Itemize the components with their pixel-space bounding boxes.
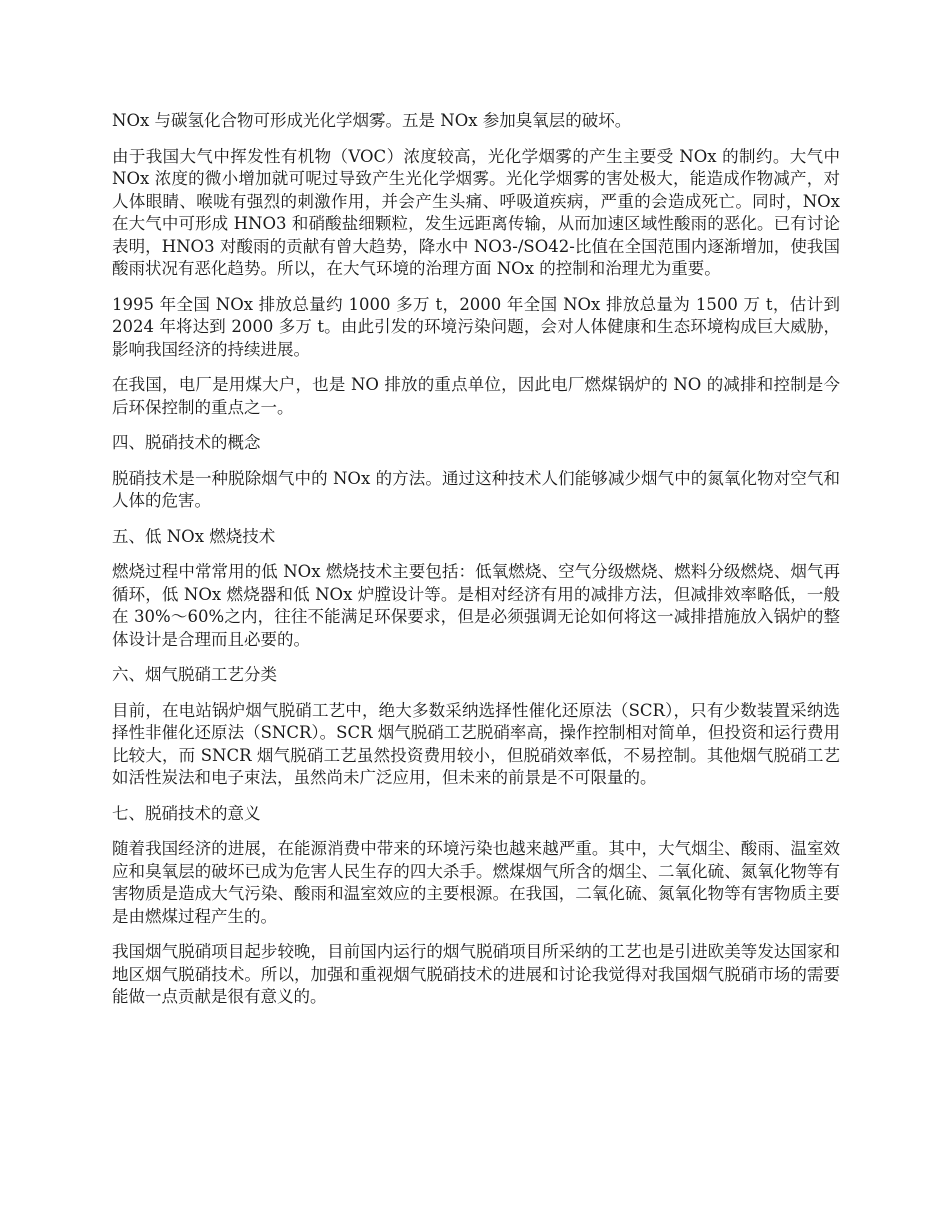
paragraph-emission-statistics: 1995 年全国 NOx 排放总量约 1000 多万 t，2000 年全国 NOx 排放总量为 1500 万 t，估计到 2024 年将达到 2000 多万 t。由此引发的环境污染问题，会对人体健康和生态环境构成巨大威胁，影响我国经济的持续进展。 [112, 294, 840, 359]
section-heading-5: 五、低 NOx 燃烧技术 [112, 526, 276, 546]
section-heading-7: 七、脱硝技术的意义 [112, 803, 261, 823]
paragraph-pollution-killers: 随着我国经济的进展，在能源消费中带来的环境污染也越来越严重。其中，大气烟尘、酸雨、温室效应和臭氧层的破坏已成为危害人民生存的四大杀手。燃煤烟气所含的烟尘、二氧化硫、氮氧化物等有害物质是造成大气污染、酸雨和温室效应的主要根源。在我国，二氧化硫、氮氧化物等有害物质主要是由燃煤过程产生的。 [112, 839, 840, 926]
section-heading-4: 四、脱硝技术的概念 [112, 433, 261, 452]
document-page [112, 110, 840, 1022]
paragraph-nox-smog-ozone: NOx 与碳氢化合物可形成光化学烟雾。五是 NOx 参加臭氧层的破坏。 [112, 111, 632, 130]
paragraph-denitration-market: 我国烟气脱硝项目起步较晚，目前国内运行的烟气脱硝项目所采纳的工艺也是引进欧美等发达国家和地区烟气脱硝技术。所以，加强和重视烟气脱硝技术的进展和讨论我觉得对我国烟气脱硝市场的需要能做一点贡献是很有意义的。 [112, 942, 840, 1006]
paragraph-low-nox-combustion: 燃烧过程中常常用的低 NOx 燃烧技术主要包括：低氧燃烧、空气分级燃烧、燃料分级燃烧、烟气再循环，低 NOx 燃烧器和低 NOx 炉膛设计等。是相对经济有用的减排方法，但减排效率略低，一般在 30%～60%之内，往往不能满足环保要求，但是必须强调无论如何将这一减排措施放入锅炉的整体设计是合理而且必要的。 [112, 562, 840, 649]
section-heading-6: 六、烟气脱硝工艺分类 [112, 665, 277, 684]
paragraph-power-plants: 在我国，电厂是用煤大户，也是 NO 排放的重点单位，因此电厂燃煤锅炉的 NO 的减排和控制是今后环保控制的重点之一。 [112, 375, 840, 417]
paragraph-voc-acid-rain: 由于我国大气中挥发性有机物（VOC）浓度较高，光化学烟雾的产生主要受 NOx 的制约。大气中 NOx 浓度的微小增加就可呢过导致产生光化学烟雾。光化学烟雾的害处极大，能造成作物减产，对人体眼睛、喉咙有强烈的刺激作用，并会产生头痛、呼吸道疾病，严重的会造成死亡。同时，NOx 在大气中可形成 HNO3 和硝酸盐细颗粒，发生远距离传输，从而加速区域性酸雨的恶化。已有讨论表明，HNO3 对酸雨的贡献有曾大趋势，降水中 NO3-/SO42-比值在全国范围内逐渐增加，使我国酸雨状况有恶化趋势。所以，在大气环境的治理方面 NOx 的控制和治理尤为重要。 [112, 146, 840, 278]
paragraph-denitration-concept: 脱硝技术是一种脱除烟气中的 NOx 的方法。通过这种技术人们能够减少烟气中的氮氧化物对空气和人体的危害。 [112, 468, 840, 510]
paragraph-scr-sncr: 目前，在电站锅炉烟气脱硝工艺中，绝大多数采纳选择性催化还原法（SCR），只有少数装置采纳选择性非催化还原法（SNCR）。SCR 烟气脱硝工艺脱硝率高，操作控制相对简单，但投资和运行费用比较大，而 SNCR 烟气脱硝工艺虽然投资费用较小，但脱硝效率低，不易控制。其他烟气脱硝工艺如活性炭法和电子束法，虽然尚未广泛应用，但未来的前景是不可限量的。 [112, 700, 840, 787]
